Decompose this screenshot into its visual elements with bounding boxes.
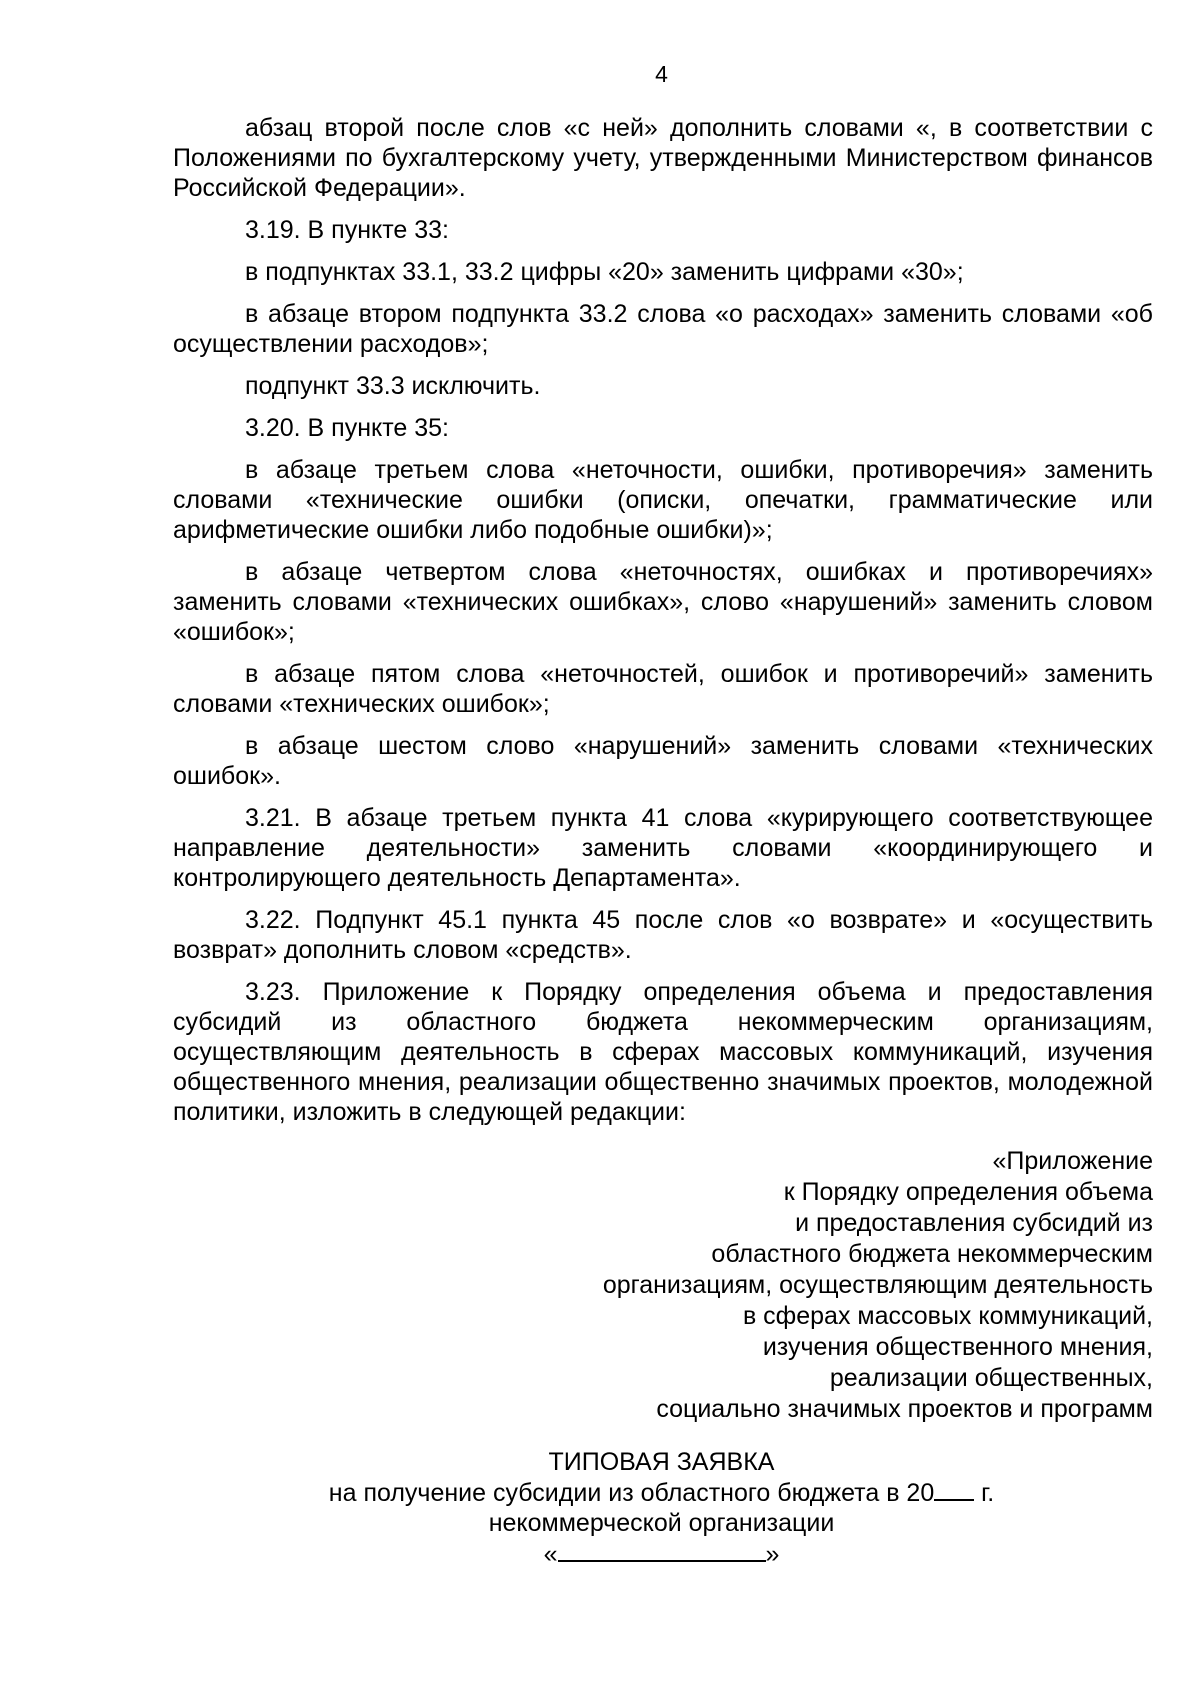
organization-name-field [0,1538,1200,1569]
paragraph: в абзаце шестом слово «нарушений» заменить словами «технических ошибок». [173,732,1153,790]
paragraph: в абзаце четвертом слова «неточностях, ошибках и противоречиях» заменить словами «технических ошибках», слово «нарушений» заменить словом «ошибок»; [173,558,1153,646]
form-title: ТИПОВАЯ ЗАЯВКА [548,1448,775,1476]
appendix-line: к Порядку определения объема [783,1178,1153,1206]
appendix-line: изучения общественного мнения, [762,1333,1153,1361]
paragraph: абзац второй после слов «с ней» дополнить словами «, в соответствии с Положениями по бухгалтерскому учету, утвержденными Министерством финансов Российской Федерации». [173,114,1153,202]
appendix-line: и предоставления субсидий из [795,1209,1153,1237]
form-subtitle-text: на получение субсидии из областного бюджета в 20 [328,1479,935,1507]
paragraph: в абзаце втором подпункта 33.2 слова «о расходах» заменить словами «об осуществлении расходов»; [173,300,1153,358]
paragraph: в абзаце пятом слова «неточностей, ошибок и противоречий» заменить словами «технических ошибок»; [173,660,1153,718]
appendix-line: в сферах массовых коммуникаций, [742,1302,1153,1330]
organization-name-blank-line [558,1538,766,1562]
amendments-text [173,113,1153,1139]
paragraph: в абзаце третьем слова «неточности, ошибки, противоречия» заменить словами «технические ошибки (описки, опечатки, грамматические или арифметические ошибки либо подобные ошибки)»; [173,456,1153,544]
paragraph: в подпунктах 33.1, 33.2 цифры «20» заменить цифрами «30»; [245,258,964,286]
page-number: 4 [655,61,668,87]
paragraph: 3.20. В пункте 35: [245,414,450,442]
form-subtitle [0,1477,1200,1508]
appendix-line: реализации общественных, [829,1364,1153,1392]
paragraph: 3.23. Приложение к Порядку определения объема и предоставления субсидий из областного бюджета некоммерческим организациям, осуществляющим деятельность в сферах массовых коммуникаций, изучения общественного мнения, реализации общественно значимых проектов, молодежной политики, изложить в следующей редакции: [173,978,1153,1126]
form-organization-label: некоммерческой организации [488,1509,835,1537]
close-quote: » [765,1540,780,1568]
form-title-block [0,1447,1200,1569]
paragraph: 3.21. В абзаце третьем пункта 41 слова «курирующего соответствующее направление деятельности» заменить словами «координирующего и контролирующего деятельность Департамента». [173,804,1153,892]
paragraph: 3.19. В пункте 33: [245,216,450,244]
appendix-line: «Приложение [992,1147,1153,1175]
paragraph: подпункт 33.3 исключить. [245,372,541,400]
appendix-line: организациям, осуществляющим деятельность [602,1271,1153,1299]
form-subtitle-suffix: г. [974,1479,995,1507]
paragraph: 3.22. Подпункт 45.1 пункта 45 после слов «о возврате» и «осуществить возврат» дополнить словом «средств». [173,906,1153,964]
appendix-heading [520,1146,1153,1425]
year-blank-line [934,1477,974,1501]
open-quote: « [543,1540,558,1568]
appendix-line: областного бюджета некоммерческим [711,1240,1153,1268]
appendix-line: социально значимых проектов и программ [656,1395,1153,1423]
